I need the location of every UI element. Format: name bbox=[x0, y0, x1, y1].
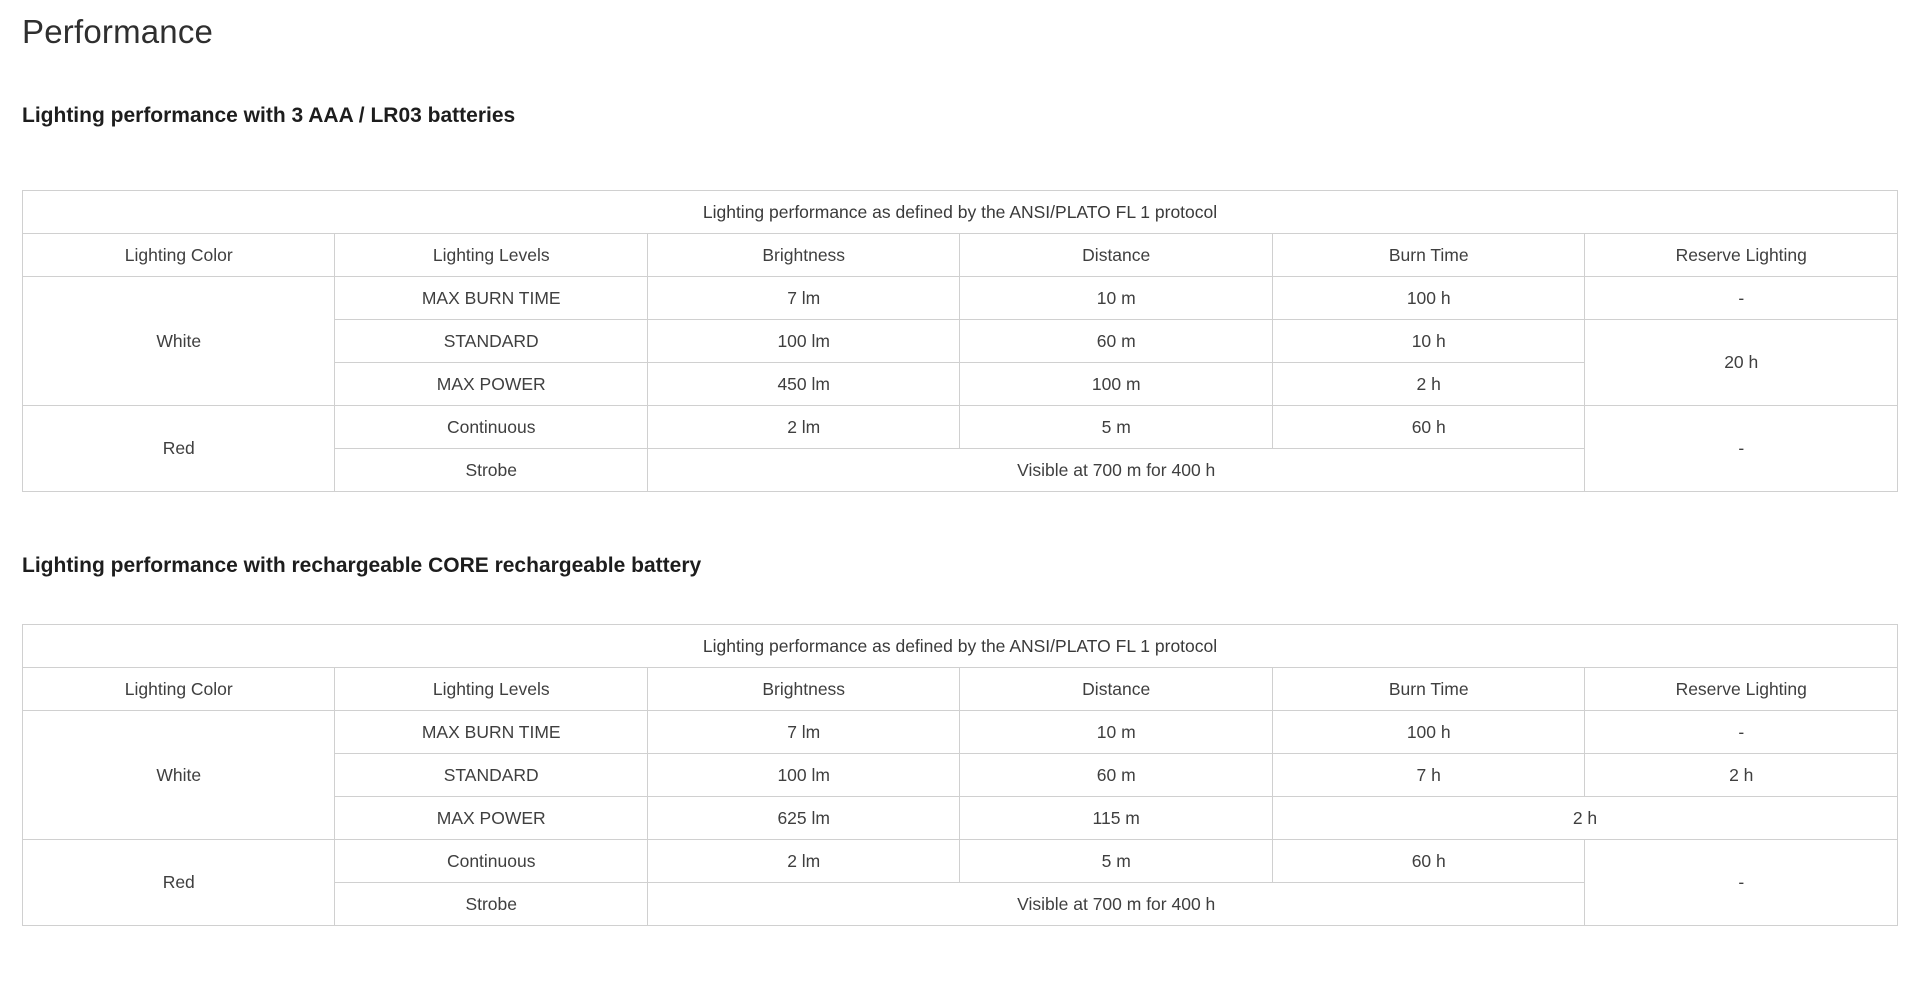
cell-distance-max-burn-time: 10 m bbox=[960, 277, 1273, 320]
column-header-lighting-levels: Lighting Levels bbox=[335, 668, 647, 711]
column-header-burn-time: Burn Time bbox=[1272, 668, 1585, 711]
cell-level-strobe: Strobe bbox=[335, 449, 647, 492]
column-header-lighting-levels: Lighting Levels bbox=[335, 234, 647, 277]
column-header-brightness: Brightness bbox=[647, 234, 960, 277]
cell-burn-time-max-burn-time: 100 h bbox=[1272, 711, 1585, 754]
column-header-lighting-color: Lighting Color bbox=[23, 668, 335, 711]
table-header-row bbox=[23, 234, 1898, 277]
cell-brightness-max-burn-time: 7 lm bbox=[647, 277, 960, 320]
cell-distance-standard: 60 m bbox=[960, 754, 1273, 797]
cell-distance-continuous: 5 m bbox=[960, 840, 1273, 883]
cell-level-max-burn-time: MAX BURN TIME bbox=[335, 277, 647, 320]
column-header-reserve-lighting: Reserve Lighting bbox=[1585, 668, 1898, 711]
cell-distance-max-burn-time: 10 m bbox=[960, 711, 1273, 754]
table-row-max-burn-time bbox=[23, 277, 1898, 320]
cell-reserve-red-shared: - bbox=[1585, 840, 1898, 926]
cell-level-continuous: Continuous bbox=[335, 840, 647, 883]
cell-brightness-continuous: 2 lm bbox=[647, 406, 960, 449]
cell-burn-reserve-max-power: 2 h bbox=[1272, 797, 1897, 840]
cell-distance-max-power: 100 m bbox=[960, 363, 1273, 406]
cell-level-max-burn-time: MAX BURN TIME bbox=[335, 711, 647, 754]
table-caption-row bbox=[23, 625, 1898, 668]
cell-brightness-standard: 100 lm bbox=[647, 754, 960, 797]
cell-color-red: Red bbox=[23, 840, 335, 926]
cell-strobe-visibility: Visible at 700 m for 400 h bbox=[647, 449, 1585, 492]
cell-brightness-max-power: 450 lm bbox=[647, 363, 960, 406]
cell-level-continuous: Continuous bbox=[335, 406, 647, 449]
column-header-distance: Distance bbox=[960, 668, 1273, 711]
cell-brightness-max-power: 625 lm bbox=[647, 797, 960, 840]
cell-color-red: Red bbox=[23, 406, 335, 492]
cell-level-standard: STANDARD bbox=[335, 320, 647, 363]
cell-reserve-standard: 2 h bbox=[1585, 754, 1898, 797]
section-heading-core-battery: Lighting performance with rechargeable CORE rechargeable battery bbox=[22, 554, 702, 577]
table-caption: Lighting performance as defined by the ANSI/PLATO FL 1 protocol bbox=[23, 191, 1898, 234]
cell-color-white: White bbox=[23, 711, 335, 840]
cell-level-max-power: MAX POWER bbox=[335, 363, 647, 406]
column-header-distance: Distance bbox=[960, 234, 1273, 277]
cell-burn-time-max-burn-time: 100 h bbox=[1272, 277, 1585, 320]
cell-reserve-max-burn-time: - bbox=[1585, 711, 1898, 754]
cell-strobe-visibility: Visible at 700 m for 400 h bbox=[647, 883, 1585, 926]
table-row-continuous bbox=[23, 406, 1898, 449]
cell-reserve-red-shared: - bbox=[1585, 406, 1898, 492]
cell-level-standard: STANDARD bbox=[335, 754, 647, 797]
table-header-row bbox=[23, 668, 1898, 711]
cell-color-white: White bbox=[23, 277, 335, 406]
section-aaa-batteries bbox=[22, 102, 1898, 492]
section-heading-aaa-batteries: Lighting performance with 3 AAA / LR03 batteries bbox=[22, 104, 516, 127]
cell-distance-standard: 60 m bbox=[960, 320, 1273, 363]
column-header-lighting-color: Lighting Color bbox=[23, 234, 335, 277]
cell-burn-time-standard: 10 h bbox=[1272, 320, 1585, 363]
column-header-burn-time: Burn Time bbox=[1272, 234, 1585, 277]
cell-distance-continuous: 5 m bbox=[960, 406, 1273, 449]
lighting-performance-table-aaa bbox=[22, 190, 1898, 492]
cell-brightness-max-burn-time: 7 lm bbox=[647, 711, 960, 754]
cell-brightness-standard: 100 lm bbox=[647, 320, 960, 363]
cell-level-strobe: Strobe bbox=[335, 883, 647, 926]
column-header-brightness: Brightness bbox=[647, 668, 960, 711]
cell-burn-time-standard: 7 h bbox=[1272, 754, 1585, 797]
cell-reserve-max-burn-time: - bbox=[1585, 277, 1898, 320]
cell-brightness-continuous: 2 lm bbox=[647, 840, 960, 883]
table-row-continuous bbox=[23, 840, 1898, 883]
page-title: Performance bbox=[22, 13, 214, 50]
table-row-max-burn-time bbox=[23, 711, 1898, 754]
table-caption: Lighting performance as defined by the ANSI/PLATO FL 1 protocol bbox=[23, 625, 1898, 668]
table-caption-row bbox=[23, 191, 1898, 234]
cell-level-max-power: MAX POWER bbox=[335, 797, 647, 840]
cell-burn-time-continuous: 60 h bbox=[1272, 840, 1585, 883]
column-header-reserve-lighting: Reserve Lighting bbox=[1585, 234, 1898, 277]
section-core-battery bbox=[22, 552, 1898, 926]
cell-distance-max-power: 115 m bbox=[960, 797, 1273, 840]
cell-burn-time-continuous: 60 h bbox=[1272, 406, 1585, 449]
cell-reserve-white-shared: 20 h bbox=[1585, 320, 1898, 406]
lighting-performance-table-core bbox=[22, 624, 1898, 926]
cell-burn-time-max-power: 2 h bbox=[1272, 363, 1585, 406]
